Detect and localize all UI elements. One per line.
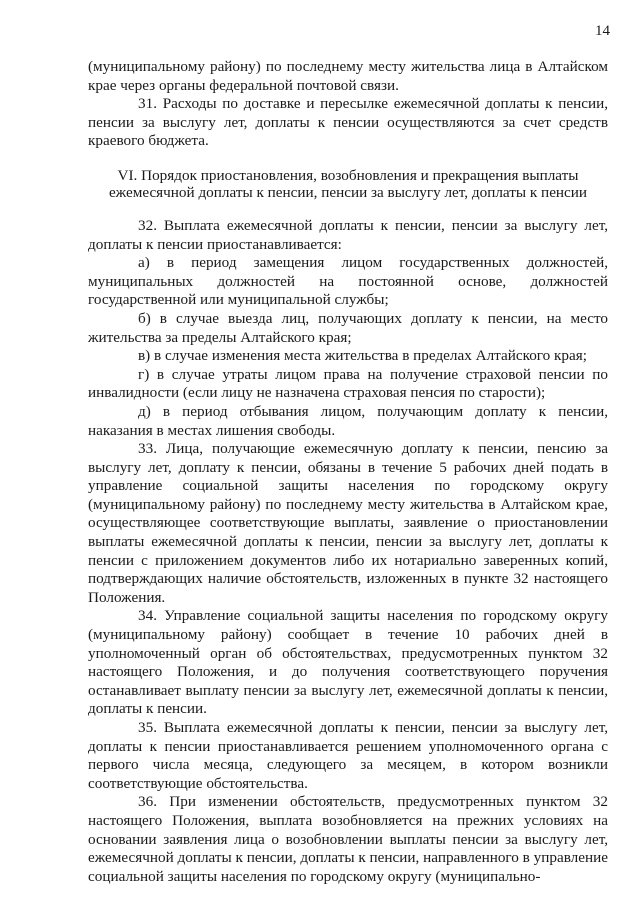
paragraph-continuation: (муниципальному району) по последнему месту жительства лица в Алтайском крае через органы федеральной почтовой связи. (88, 58, 608, 94)
paragraph-31: 31. Расходы по доставке и пересылке ежемесячной доплаты к пенсии, пенсии за выслугу лет, доплаты к пенсии осуществляются за счет средств краевого бюджета. (88, 95, 608, 150)
paragraph-32-a: а) в период замещения лицом государственных должностей, муниципальных должностей на постоянной основе, должностей государственной или муниципальной службы; (88, 254, 608, 309)
paragraph-34: 34. Управление социальной защиты населения по городскому округу (муниципальному району) сообщает в течение 10 рабочих дней в уполномоченный орган об обстоятельствах, предусмотренных пунктом 32 настоящего Положения, и до получения соответствующего поручения останавливает выплату пенсии за выслугу лет, ежемесячной доплаты к пенсии, доплаты к пенсии. (88, 607, 608, 718)
page-number: 14 (595, 23, 610, 39)
paragraph-32-v: в) в случае изменения места жительства в пределах Алтайского края; (138, 347, 587, 365)
paragraph-32-d: д) в период отбывания лицом, получающим доплату к пенсии, наказания в местах лишения свободы. (88, 402, 608, 439)
paragraph-32-g: г) в случае утраты лицом права на получение страховой пенсии по инвалидности (если лицу не назначена страховая пенсия по старости); (88, 365, 608, 402)
paragraph-33: 33. Лица, получающие ежемесячную доплату к пенсии, пенсию за выслугу лет, доплату к пенсии, обязаны в течение 5 рабочих дней подать в управление социальной защиты населения по городскому округу (муниципальному району) по последнему месту жительства в Алтайском крае, осуществляющее соответствующие выплаты, заявление о приостановлении выплаты ежемесячной доплаты к пенсии, пенсии за выслугу лет, доплаты к пенсии с приложением документов либо их нотариально заверенных копий, подтверждающих наличие обстоятельств, изложенных в пункте 32 настоящего Положения. (88, 440, 608, 606)
document-body (88, 58, 608, 886)
paragraph-36: 36. При изменении обстоятельств, предусмотренных пунктом 32 настоящего Положения, выплата возобновляется на прежних условиях на основании заявления лица о возобновлении выплаты пенсии за выслугу лет, ежемесячной доплаты к пенсии, доплаты к пенсии, направленного в управление социальной защиты населения по городскому округу (муниципально- (88, 793, 608, 885)
paragraph-32: 32. Выплата ежемесячной доплаты к пенсии, пенсии за выслугу лет, доплаты к пенсии приостанавливается: (88, 216, 608, 253)
paragraph-35: 35. Выплата ежемесячной доплаты к пенсии, пенсии за выслугу лет, доплаты к пенсии приостанавливается решением уполномоченного органа с первого числа месяца, следующего за месяцем, в котором возникли соответствующие обстоятельства. (88, 719, 608, 792)
paragraph-32-b: б) в случае выезда лиц, получающих доплату к пенсии, на место жительства за пределы Алтайского края; (88, 309, 608, 346)
section-heading: VI. Порядок приостановления, возобновления и прекращения выплаты ежемесячной доплаты к пенсии, пенсии за выслугу лет, доплаты к пенсии (108, 166, 588, 201)
